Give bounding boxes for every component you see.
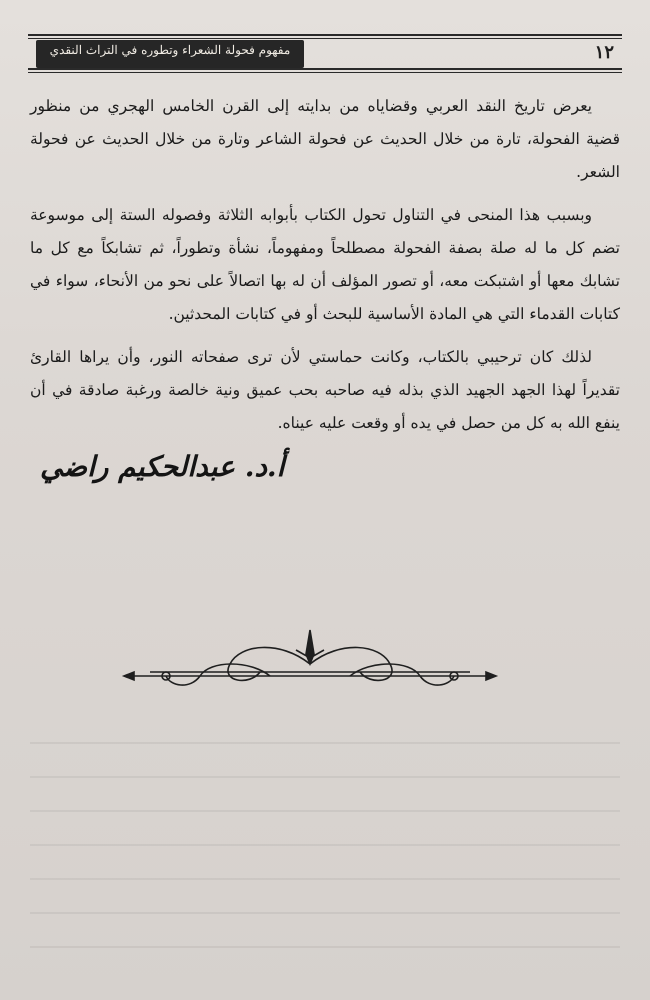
header-rule [28, 72, 622, 73]
header-title: مفهوم فحولة الشعراء وتطوره في التراث النقدي [49, 43, 291, 57]
paragraph: لذلك كان ترحيبي بالكتاب، وكانت حماستي لأن ترى صفحاته النور، وأن يراها القارئ تقديراً لهذا الجهد الجهيد الذي بذله فيه صاحبه بحب عميق ونية خالصة ورغبة صادقة في أن ينفع الله به كل من حصل في يده أو وقعت عليه عيناه. [30, 348, 620, 432]
header-rule [28, 38, 622, 39]
paragraph: يعرض تاريخ النقد العربي وقضاياه من بدايته إلى القرن الخامس الهجري من منظور قضية الفحولة، تارة من خلال الحديث عن فحولة الشاعر وتارة من خلال الحديث عن فحولة الشعر. [30, 97, 620, 181]
header-rule [28, 68, 622, 70]
running-header [28, 28, 622, 80]
body-text [30, 90, 620, 450]
show-through-text [30, 720, 620, 980]
decorative-ornament-icon [120, 620, 500, 700]
header-rule [28, 34, 622, 36]
author-signature: أ.د. عبدالحكيم راضي [40, 450, 285, 483]
page-number: ١٢ [594, 42, 614, 63]
paragraph: وبسبب هذا المنحى في التناول تحول الكتاب بأبوابه الثلاثة وفصوله الستة إلى موسوعة تضم كل ما له صلة بصفة الفحولة مصطلحاً ومفهوماً، نشأة وتطوراً، ثم تشابكاً مع كل ما تشابك معها أو اشتبكت معه، أو تصور المؤلف أن له بها اتصالاً على نحو من الأنحاء، سواء في كتابات القدماء التي هي المادة الأساسية للبحث أو في كتابات المحدثين. [30, 206, 620, 323]
